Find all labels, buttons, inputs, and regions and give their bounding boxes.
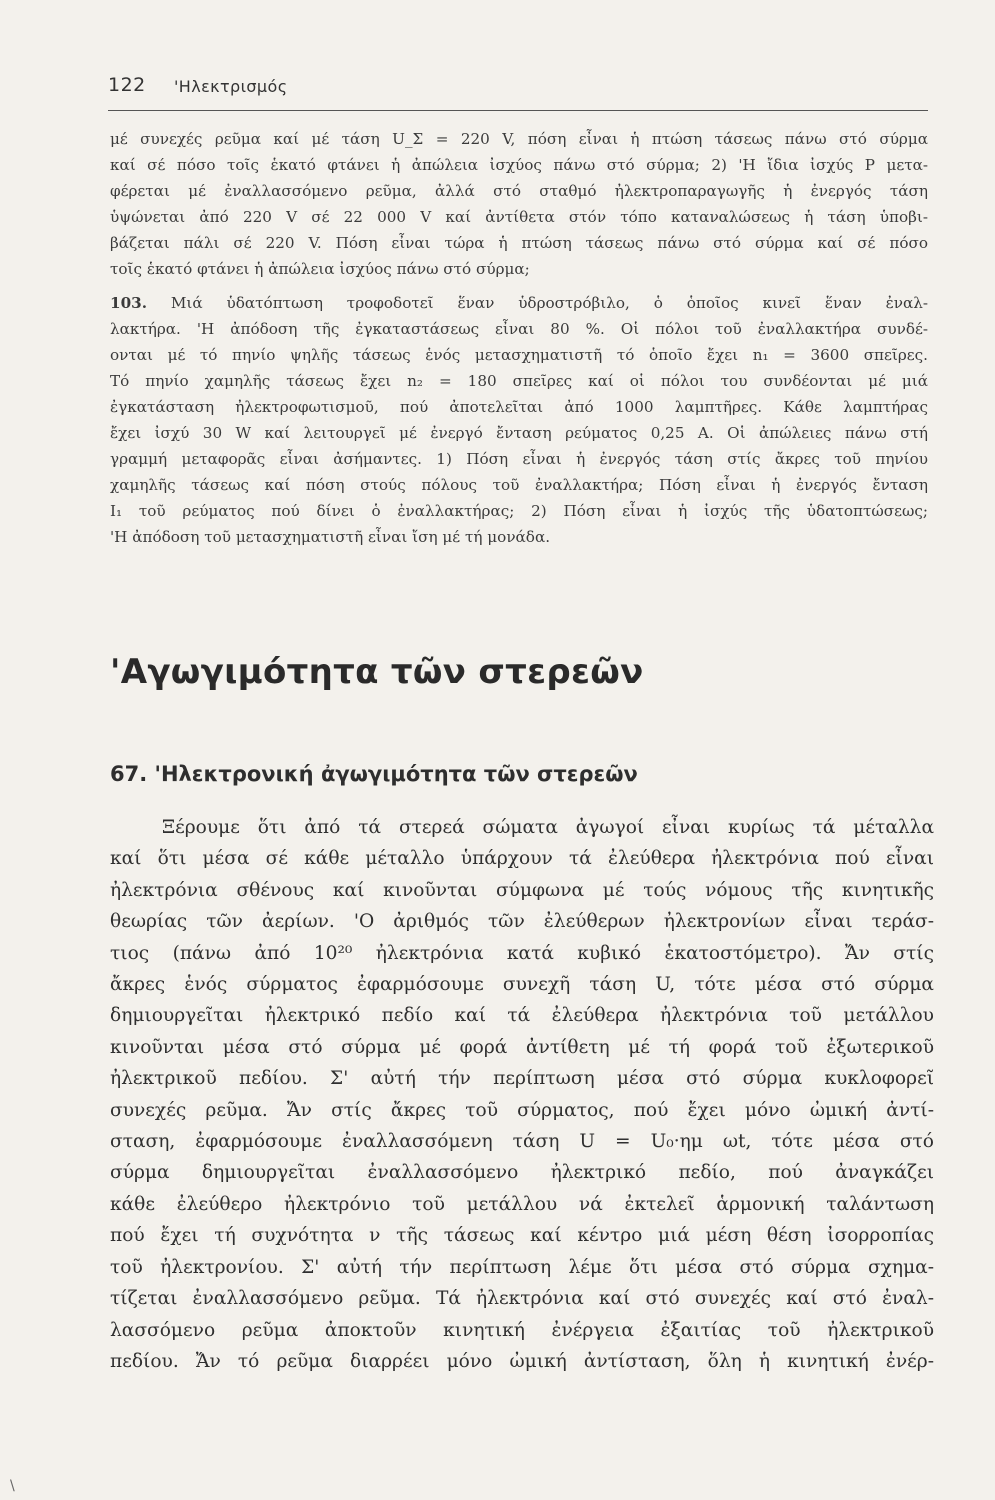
text-line: ονται μέ τό πηνίο ψηλῆς τάσεως ἑνός μετασχηματιστῆ τό ὁποῖο ἔχει n₁ = 3600 σπεῖρες.: [110, 346, 928, 364]
text-line: ἠλεκτρικοῦ πεδίου. Σ' αὐτή τήν περίπτωση μέσα στό σύρμα κυκλοφορεῖ: [110, 1068, 934, 1090]
text-line: ὑψώνεται ἀπό 220 V σέ 22 000 V καί ἀντίθετα στόν τόπο καταναλώσεως ἡ τάση ὑποβι-: [110, 208, 928, 226]
text-line: ἔχει ἰσχύ 30 W καί λειτουργεῖ μέ ἐνεργό ἔνταση ρεύματος 0,25 A. Οἱ ἀπώλειες πάνω στή: [110, 424, 928, 442]
text-line: τοῖς ἑκατό φτάνει ἡ ἀπώλεια ἰσχύος πάνω στό σύρμα;: [110, 260, 530, 278]
header-rule: [108, 110, 928, 111]
text-line: Ξέρουμε ὅτι ἀπό τά στερεά σώματα ἀγωγοί εἶναι κυρίως τά μέταλλα: [162, 817, 934, 838]
text-line: πού ἔχει τή συχνότητα ν τῆς τάσεως καί κέντρο μιά μέση θέση ἰσορροπίας: [110, 1225, 934, 1247]
text-line: λασσόμενο ρεῦμα ἀποκτοῦν κινητική ἐνέργεια ἐξαιτίας τοῦ ἠλεκτρικοῦ: [110, 1319, 934, 1341]
text-line: γραμμή μεταφορᾶς εἶναι ἀσήμαντες. 1) Πόση εἶναι ἡ ἐνεργός τάση στίς ἄκρες τοῦ πηνίου: [110, 450, 928, 468]
text-line: τοῦ ἠλεκτρονίου. Σ' αὐτή τήν περίπτωση λέμε ὅτι μέσα στό σύρμα σχημα-: [110, 1256, 934, 1278]
previous-problem-text: [110, 126, 928, 282]
text-line: τιος (πάνω ἀπό 10²⁰ ἠλεκτρόνια κατά κυβικό ἑκατοστόμετρο). Ἄν στίς: [110, 942, 934, 964]
text-line: κινοῦνται μέσα στό σύρμα μέ φορά ἀντίθετη μέ τή φορά τοῦ ἐξωτερικοῦ: [110, 1036, 934, 1058]
text-line: [110, 290, 928, 316]
text-line: σταση, ἐφαρμόσουμε ἐναλλασσόμενη τάση U = U₀·ημ ωt, τότε μέσα στό: [110, 1131, 934, 1153]
text-line: θεωρίας τῶν ἀερίων. 'Ο ἀριθμός τῶν ἐλεύθερων ἠλεκτρονίων εἶναι τεράσ-: [110, 911, 934, 933]
text-line: Τό πηνίο χαμηλῆς τάσεως ἔχει n₂ = 180 σπεῖρες καί οἱ πόλοι του συνδέονται μέ μιά: [110, 372, 928, 390]
text-line: 'Η ἀπόδοση τοῦ μετασχηματιστῆ εἶναι ἴση μέ τή μονάδα.: [110, 528, 551, 546]
text-line: συνεχές ρεῦμα. Ἄν στίς ἄκρες τοῦ σύρματος, πού ἔχει μόνο ὠμική ἀντί-: [110, 1099, 934, 1121]
problem-103: [110, 290, 928, 550]
text-line: τίζεται ἐναλλασσόμενο ρεῦμα. Τά ἠλεκτρόνια καί στό συνεχές καί στό ἐναλ-: [110, 1288, 934, 1310]
section-body: [110, 812, 934, 1377]
text-line: πεδίου. Ἄν τό ρεῦμα διαρρέει μόνο ὠμική ἀντίσταση, ὅλη ἡ κινητική ἐνέρ-: [110, 1350, 934, 1372]
problem-text: Μιά ὑδατόπτωση τροφοδοτεῖ ἕναν ὑδροστρόβιλο, ὁ ὁποῖος κινεῖ ἕναν ἐναλ-: [147, 294, 928, 312]
page-number: 122: [108, 74, 146, 96]
running-title: 'Ηλεκτρισμός: [174, 77, 288, 96]
text-line: φέρεται μέ ἐναλλασσόμενο ρεῦμα, ἀλλά στό σταθμό ἠλεκτροπαραγωγῆς ἡ ἐνεργός τάση: [110, 182, 928, 200]
text-line: καί σέ πόσο τοῖς ἑκατό φτάνει ἡ ἀπώλεια ἰσχύος πάνω στό σύρμα; 2) 'Η ἴδια ἰσχύς P μετα-: [110, 156, 928, 174]
running-header: [108, 74, 928, 104]
section-title: 67. 'Ηλεκτρονική ἀγωγιμότητα τῶν στερεῶν: [110, 762, 638, 786]
text-line: I₁ τοῦ ρεύματος πού δίνει ὁ ἐναλλακτήρας; 2) Πόση εἶναι ἡ ἰσχύς τῆς ὑδατοπτώσεως;: [110, 502, 928, 520]
text-line: λακτήρα. 'Η ἀπόδοση τῆς ἐγκαταστάσεως εἶναι 80 %. Οἱ πόλοι τοῦ ἐναλλακτήρα συνδέ-: [110, 320, 928, 338]
text-line: βάζεται πάλι σέ 220 V. Πόση εἶναι τώρα ἡ πτώση τάσεως πάνω στό σύρμα καί σέ πόσο: [110, 234, 928, 252]
text-line: καί ὅτι μέσα σέ κάθε μέταλλο ὑπάρχουν τά ἐλεύθερα ἠλεκτρόνια πού εἶναι: [110, 848, 934, 870]
margin-mark: \: [10, 1478, 15, 1494]
text-line: κάθε ἐλεύθερο ἠλεκτρόνιο τοῦ μετάλλου νά ἐκτελεῖ ἁρμονική ταλάντωση: [110, 1193, 934, 1215]
problem-number: 103.: [110, 294, 147, 312]
text-line: σύρμα δημιουργεῖται ἐναλλασσόμενο ἠλεκτρικό πεδίο, πού ἀναγκάζει: [110, 1162, 934, 1184]
text-line: δημιουργεῖται ἠλεκτρικό πεδίο καί τά ἐλεύθερα ἠλεκτρόνια τοῦ μετάλλου: [110, 1005, 934, 1027]
text-line: μέ συνεχές ρεῦμα καί μέ τάση U_Σ = 220 V, πόση εἶναι ἡ πτώση τάσεως πάνω στό σύρμα: [110, 130, 928, 148]
text-line: ἐγκατάσταση ἠλεκτροφωτισμοῦ, πού ἀποτελεῖται ἀπό 1000 λαμπτῆρες. Κάθε λαμπτήρας: [110, 398, 928, 416]
text-line: ἄκρες ἑνός σύρματος ἐφαρμόσουμε συνεχῆ τάση U, τότε μέσα στό σύρμα: [110, 974, 934, 996]
text-line: ἠλεκτρόνια σθένους καί κινοῦνται σύμφωνα μέ τούς νόμους τῆς κινητικῆς: [110, 879, 934, 901]
chapter-title: 'Αγωγιμότητα τῶν στερεῶν: [110, 652, 644, 692]
text-line: χαμηλῆς τάσεως καί πόση στούς πόλους τοῦ ἐναλλακτήρα; Πόση εἶναι ἡ ἐνεργός ἔνταση: [110, 476, 928, 494]
